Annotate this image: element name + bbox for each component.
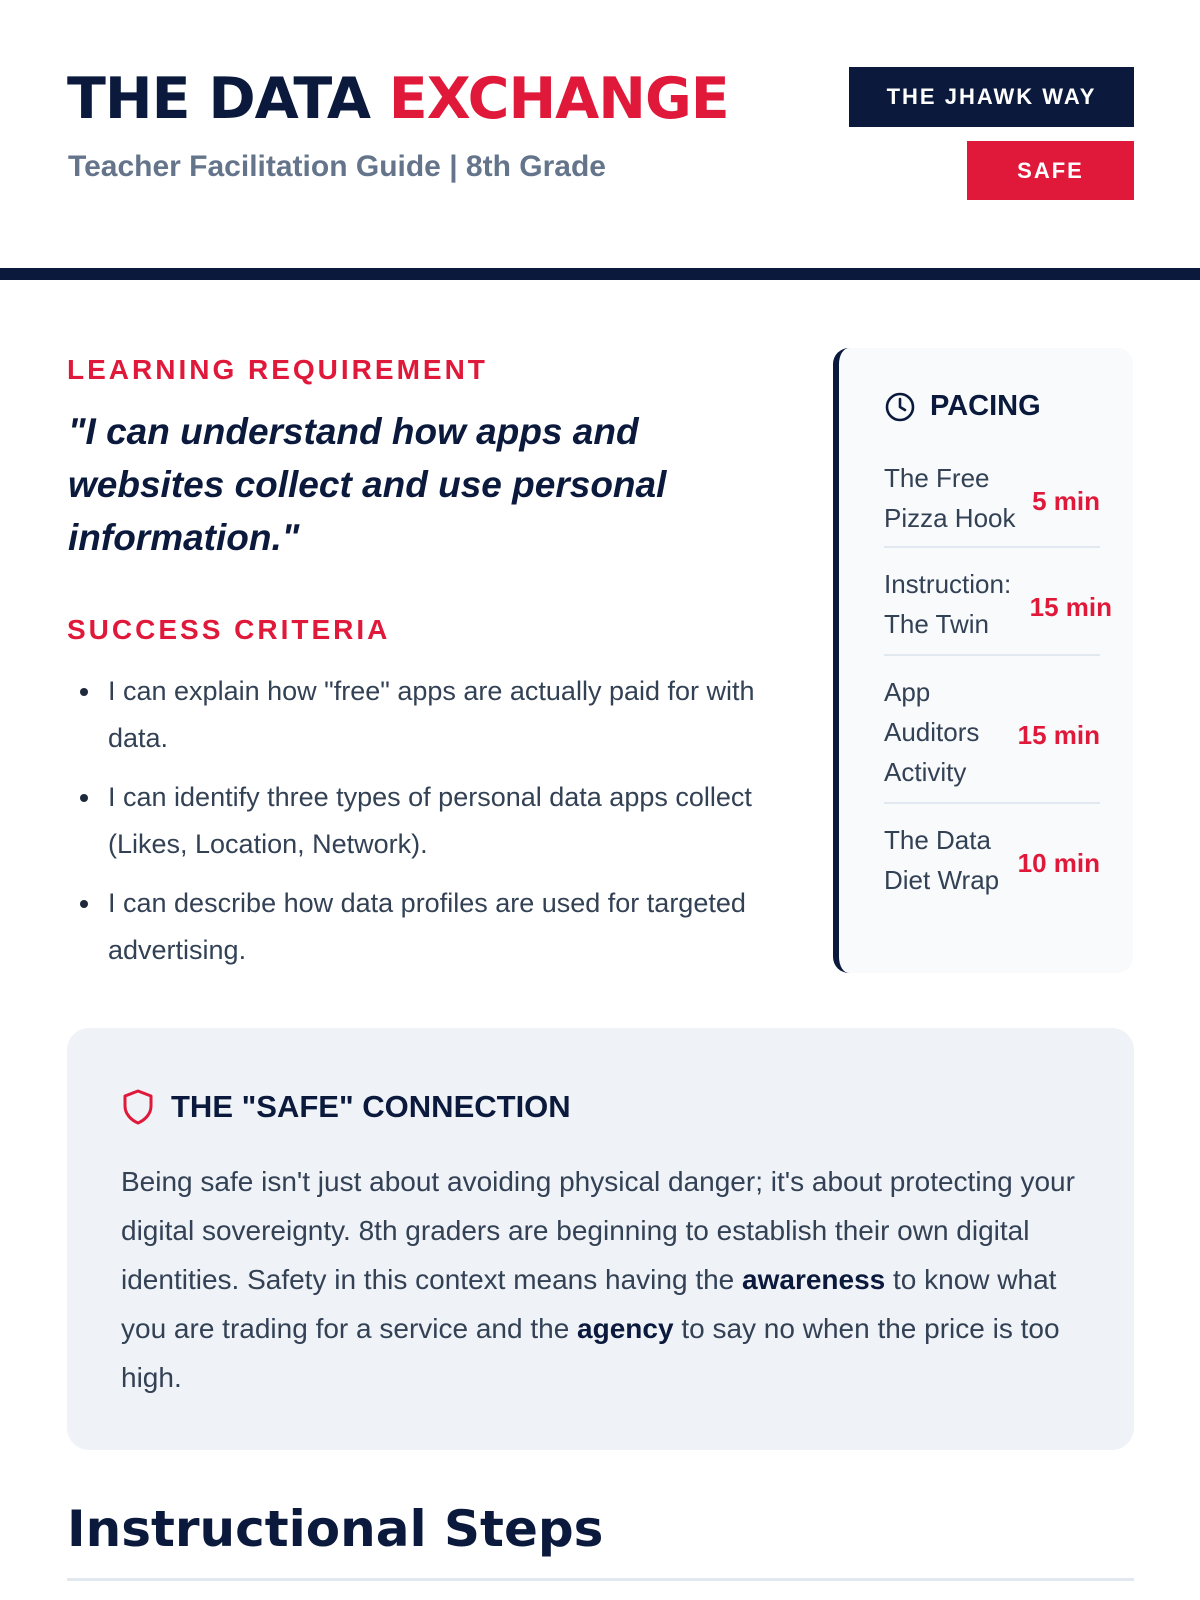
pacing-row-time: 10 min xyxy=(1017,848,1100,878)
shield-icon xyxy=(121,1088,155,1126)
page-header xyxy=(0,0,1200,268)
title-accent: EXCHANGE xyxy=(388,66,729,132)
success-criteria-label: SUCCESS CRITERIA xyxy=(67,614,391,645)
instructional-steps-heading: Instructional Steps xyxy=(67,1500,604,1558)
agency-emphasis: agency xyxy=(577,1313,674,1344)
list-item xyxy=(80,880,760,974)
pacing-row xyxy=(884,548,1112,656)
list-item xyxy=(80,668,760,762)
safe-body-text: to know what you are trading for a service and the xyxy=(121,1264,1057,1344)
pacing-card xyxy=(833,348,1133,973)
bullet-icon xyxy=(80,900,88,908)
safe-badge: SAFE xyxy=(967,141,1134,200)
clock-icon xyxy=(884,391,916,423)
pacing-row xyxy=(884,804,1100,914)
criteria-text: I can explain how "free" apps are actually paid for with data. xyxy=(108,676,755,753)
safe-body-text: to say no when the price is too high. xyxy=(121,1313,1060,1393)
pacing-title: PACING xyxy=(930,390,1041,422)
learning-requirement-quote: "I can understand how apps and websites collect and use personal information." xyxy=(68,411,667,558)
pacing-row-name: The Free Pizza Hook xyxy=(884,463,1016,533)
criteria-text: I can identify three types of personal data apps collect (Likes, Location, Network). xyxy=(108,782,752,859)
title-main: THE DATA xyxy=(67,66,389,132)
page-title xyxy=(67,66,729,132)
list-item xyxy=(80,774,760,868)
pacing-row-name: The Data Diet Wrap xyxy=(884,825,1000,895)
page-subtitle: Teacher Facilitation Guide | 8th Grade xyxy=(68,150,606,183)
jhawk-way-badge: THE JHAWK WAY xyxy=(849,67,1134,127)
pacing-row-time: 5 min xyxy=(1032,486,1100,516)
header-divider xyxy=(0,268,1200,280)
bullet-icon xyxy=(80,688,88,696)
safe-connection-body xyxy=(121,1157,1081,1402)
safe-connection-title: THE "SAFE" CONNECTION xyxy=(171,1089,571,1124)
learning-requirement-label: LEARNING REQUIREMENT xyxy=(67,354,488,385)
safe-connection-box xyxy=(67,1028,1134,1450)
bullet-icon xyxy=(80,794,88,802)
pacing-header xyxy=(884,390,1041,423)
awareness-emphasis: awareness xyxy=(742,1264,886,1295)
pacing-row-name: App Auditors Activity xyxy=(884,677,980,787)
pacing-row-time: 15 min xyxy=(1017,720,1100,750)
pacing-row xyxy=(884,656,1100,804)
pacing-row xyxy=(884,452,1100,548)
success-criteria-list xyxy=(80,668,760,986)
steps-divider xyxy=(67,1578,1134,1581)
pacing-row-name: Instruction: The Twin xyxy=(884,569,1012,639)
pacing-row-time: 15 min xyxy=(1029,592,1112,622)
criteria-text: I can describe how data profiles are used for targeted advertising. xyxy=(108,888,746,965)
safe-connection-header xyxy=(121,1088,571,1126)
safe-body-text: Being safe isn't just about avoiding physical danger; it's about protecting your digital sovereignty. 8th graders are beginning to establish their own digital identities. Safety in this context means having the xyxy=(121,1166,1075,1295)
